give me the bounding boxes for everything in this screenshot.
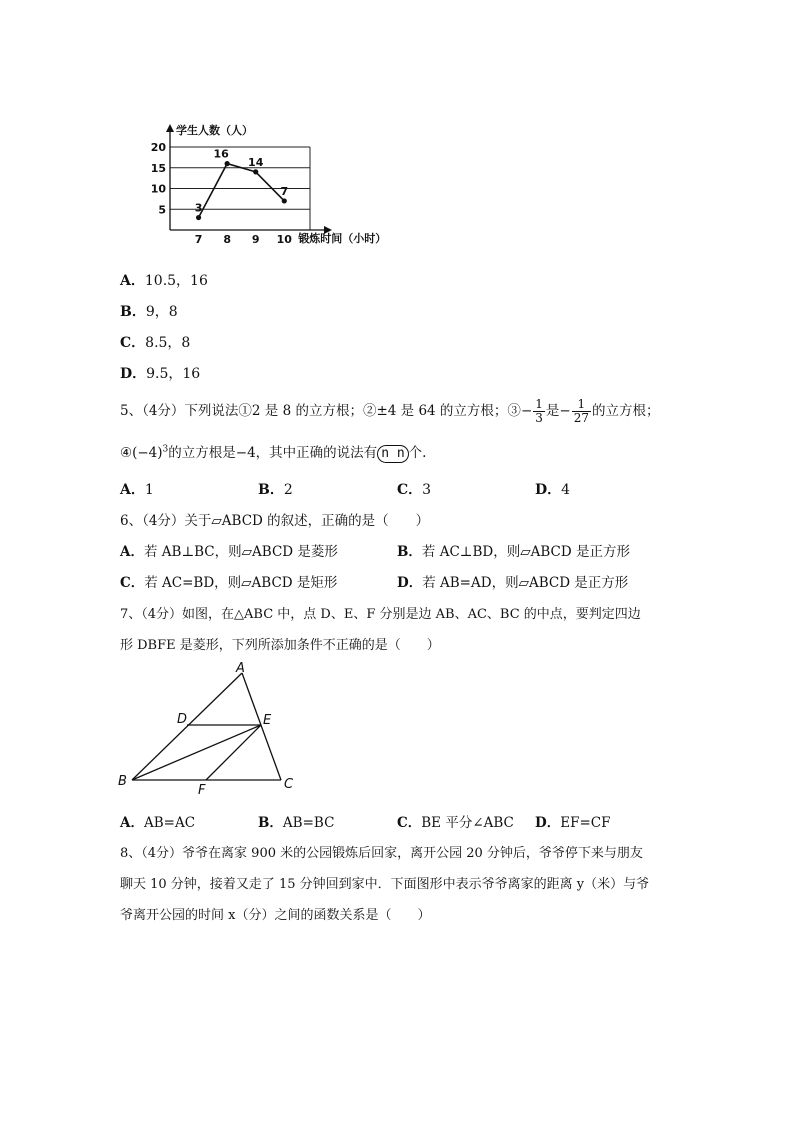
label-c: C [284,777,294,792]
q5-option-a: A．1 [120,482,154,498]
data-label: 14 [248,155,264,169]
label-d: D [177,712,188,727]
q5-stem-line1: 5、（4分）下列说法①2 是 8 的立方根；②±4 是 64 的立方根；③− $\frac{1}{3}$ 是− $\frac{1}{27}$ 的立方根； [120,397,660,425]
q5-stem-line2: $④(-4)^3$的立方根是−4，其中正确的说法有 n n 个. [120,444,427,461]
answer-blank: n n [377,445,408,463]
q8-stem-line1: 8、（4分）爷爷在离家 900 米的公园锻炼后回家，离开公园 20 分钟后，爷爷停下来与朋友 [120,846,643,861]
q5-option-d: D．4 [535,482,571,498]
x-tick-label: 9 [251,233,260,246]
label-f: F [198,783,206,798]
q7-option-b: B．AB=BC [258,815,335,831]
data-label: 7 [280,184,289,198]
exercise-line-chart [140,118,400,248]
data-point [225,161,230,166]
data-point [253,169,258,174]
data-label: 3 [194,201,203,215]
label-b: B [118,774,127,789]
side-ac [242,673,281,780]
y-tick-label: 20 [150,141,166,154]
x-axis-title: 锻炼时间（小时） [298,232,387,245]
q8-stem-line2: 聊天 10 分钟，接着又走了 15 分钟回到家中．下面图形中表示爷爷离家的距离 y（米）与爷 [120,877,650,892]
fraction-one-third: $\frac{1}{3}$ [535,397,543,425]
q4-option-a: A．10.5，16 [120,273,208,289]
segment-ef [206,725,261,780]
data-label: 16 [213,147,229,161]
q4-option-c: C．8.5，8 [120,335,191,351]
x-tick-label: 7 [194,233,203,246]
q4-option-b: B．9，8 [120,304,178,320]
q7-stem-line1: 7、（4分）如图，在△ABC 中，点 D、E、F 分别是边 AB、AC、BC 的中点，要判定四边 [120,607,641,622]
x-tick-label: 10 [276,233,292,246]
y-axis-arrow [166,124,174,132]
q4-option-d: D．9.5，16 [120,366,201,382]
fraction-one-twenty-seventh: $\frac{1}{27}$ [573,397,589,425]
y-tick-label: 5 [158,203,166,217]
q6-option-a: A．若 AB⊥BC，则▱ABCD 是菱形 [120,544,338,560]
q7-option-c: C．BE 平分∠ABC [397,815,514,831]
q8-stem-line3: 爷离开公园的时间 x（分）之间的函数关系是（ ） [120,908,431,923]
y-axis-title: 学生人数（人） [176,124,253,137]
y-tick-label: 15 [150,161,166,175]
x-tick-label: 8 [223,233,231,246]
q5-option-b: B．2 [258,482,293,498]
q7-option-d: D．EF=CF [535,815,611,831]
segment-be [132,725,261,780]
triangle-figure [115,660,305,800]
q6-option-c: C．若 AC=BD，则▱ABCD 是矩形 [120,575,338,591]
q6-stem: 6、（4分）关于▱ABCD 的叙述，正确的是（ ） [120,513,430,529]
data-point [282,198,287,203]
data-point [196,215,201,220]
q7-option-a: A．AB=AC [120,815,196,831]
q5-option-c: C．3 [397,482,432,498]
q6-option-b: B．若 AC⊥BD，则▱ABCD 是正方形 [397,544,630,560]
label-a: A [236,661,245,676]
q7-stem-line2: 形 DBFE 是菱形，下列所添加条件不正确的是（ ） [120,638,440,653]
q6-option-d: D．若 AB=AD，则▱ABCD 是正方形 [397,575,629,591]
y-tick-label: 10 [150,182,166,196]
label-e: E [263,713,272,728]
